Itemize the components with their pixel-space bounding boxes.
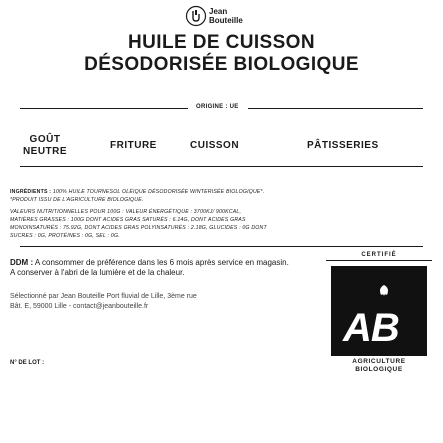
nutrition-block: [10, 208, 430, 240]
leaf-icon: [377, 284, 391, 298]
ab-agriculture-biologique-label: [326, 358, 432, 374]
category-patisseries: PÂTISSERIES: [307, 140, 379, 151]
ddm-block: [10, 258, 295, 278]
jean-bouteille-logo-icon: [185, 5, 207, 27]
origin-label: ORIGINE : UE: [196, 104, 239, 110]
ingredients-block: [10, 188, 430, 204]
brand-header: [185, 3, 265, 33]
category-gout-neutre: [22, 134, 68, 158]
product-title-line1: HUILE DE CUISSON: [128, 32, 315, 53]
ab-label-line1: AGRICULTURE: [352, 358, 406, 365]
category-gout-line2: NEUTRE: [22, 146, 68, 157]
selection-line2: Bât. E, 59000 Lille - contact@jeanbouteille.fr: [10, 303, 149, 310]
brand-name-line1: Jean: [209, 7, 228, 16]
selection-line1: Sélectionné par Jean Bouteille Port fluvial de Lille, 3ème rue: [10, 293, 197, 300]
product-title-line2: DÉSODORISÉE BIOLOGIQUE: [84, 54, 359, 75]
category-cuisson: CUISSON: [190, 140, 240, 151]
origin-divider-left: [20, 108, 188, 109]
ingredients-label: INGRÉDIENTS :: [10, 189, 52, 195]
origin-divider-right: [248, 108, 423, 109]
categories-divider: [20, 166, 423, 167]
ab-logo-square: [331, 266, 427, 356]
nutrition-line2: MATIÈRES GRASSES : 100G DONT ACIDES GRAS SATURÉS : 6.14G, DONT ACIDES GRAS: [10, 217, 246, 223]
selection-block: [10, 292, 295, 312]
ddm-text: A consommer de préférence dans les 6 mois après service en magasin. A conserver à l'abri de la lumière et de la chaleur.: [10, 258, 289, 277]
brand-name-line2: Bouteille: [209, 16, 243, 25]
nutrition-line1: VALEURS NUTRITIONNELLES POUR 100G : VALEUR ÉNERGÉTIQUE : 3700KJ/ 900KCAL,: [10, 209, 242, 215]
brand-name: [209, 7, 243, 25]
lot-number-label: N° DE LOT :: [10, 360, 45, 366]
category-friture: FRITURE: [110, 140, 157, 151]
ab-label-line2: BIOLOGIQUE: [355, 366, 403, 373]
nutrition-divider: [20, 246, 423, 247]
ab-certification-badge: [326, 252, 432, 378]
ab-certified-header: CERTIFIÉ: [326, 252, 432, 261]
nutrition-line4: SUCRES : 0G, PROTÉINES : 0G, SEL : 0G.: [10, 233, 120, 239]
ingredients-text: 100% HUILE TOURNESOL OLÉIQUE DÉSODORISÉE WINTERISÉE BIOLOGIQUE*.: [52, 189, 265, 195]
ingredients-note: *PRODUIT ISSU DE L'AGRICULTURE BIOLOGIQUE.: [10, 197, 144, 203]
nutrition-line3: MONOINSATURÉS : 75.92G, DONT ACIDES GRAS POLYINSATURÉS : 2.18G, GLUCIDES : 0G DONT: [10, 225, 267, 231]
ddm-label: DDM :: [10, 258, 34, 267]
category-gout-line1: GOÛT: [29, 134, 61, 145]
ab-logo-text: AB: [343, 306, 399, 350]
